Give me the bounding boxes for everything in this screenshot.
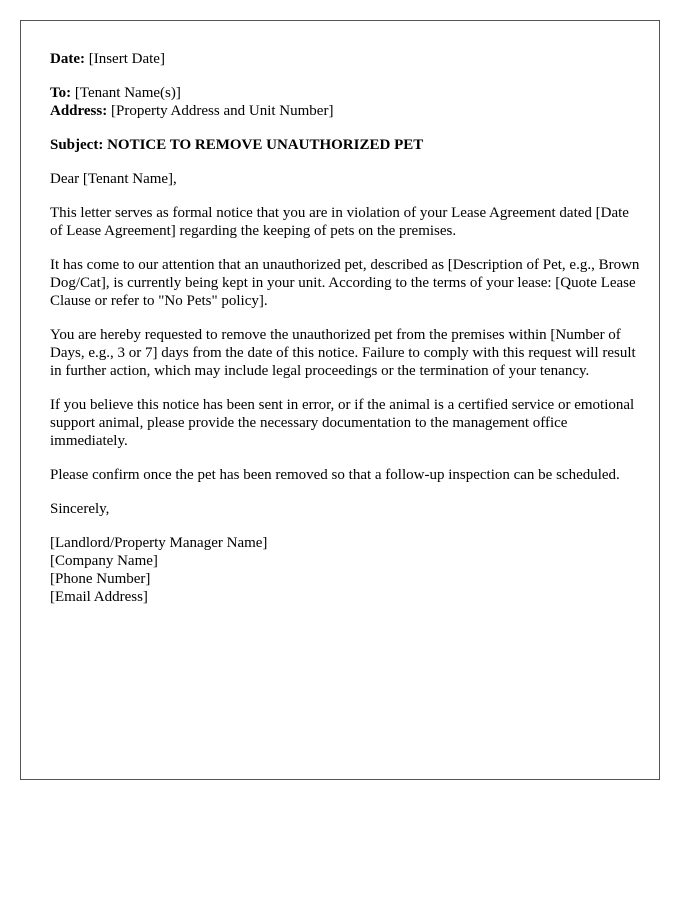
to-value: [Tenant Name(s)] (71, 85, 181, 101)
salutation: Dear [Tenant Name], (50, 171, 177, 187)
paragraph-confirmation: Please confirm once the pet has been removed so that a follow-up inspection can be scheduled. (50, 467, 620, 483)
paragraph-removal-request: You are hereby requested to remove the unauthorized pet from the premises within [Number of Days, e.g., 3 or 7] days from the date of this notice. Failure to comply with this request will result in further action, which may include legal proceedings or the termination of your tenancy. (50, 327, 636, 379)
date-line (50, 50, 640, 68)
signature-name: [Landlord/Property Manager Name] (50, 535, 268, 551)
date-label: Date: (50, 51, 85, 67)
subject-line (50, 136, 640, 154)
signature-block (50, 534, 640, 606)
paragraph-pet-description: It has come to our attention that an unauthorized pet, described as [Description of Pet, e.g., Brown Dog/Cat], is currently being kept in your unit. According to the terms of your lease: [Quote Lease Clause or refer to "No Pets" policy]. (50, 257, 640, 309)
address-value: [Property Address and Unit Number] (107, 103, 334, 119)
date-value: [Insert Date] (84, 51, 165, 67)
recipient-block (50, 84, 640, 120)
letter-page (20, 20, 660, 780)
paragraph-violation: This letter serves as formal notice that you are in violation of your Lease Agreement dated [Date of Lease Agreement] regarding the keeping of pets on the premises. (50, 205, 629, 239)
closing: Sincerely, (50, 501, 110, 517)
subject-label: Subject: (50, 137, 104, 153)
to-label: To: (50, 85, 72, 101)
signature-email: [Email Address] (50, 589, 148, 605)
to-line (50, 84, 640, 102)
address-label: Address: (50, 103, 108, 119)
paragraph-service-animal: If you believe this notice has been sent in error, or if the animal is a certified service or emotional support animal, please provide the necessary documentation to the management office immediately. (50, 397, 635, 449)
letter-body (50, 50, 640, 606)
subject-value: NOTICE TO REMOVE UNAUTHORIZED PET (103, 137, 424, 153)
signature-phone: [Phone Number] (50, 571, 151, 587)
address-line (50, 102, 640, 120)
signature-company: [Company Name] (50, 553, 158, 569)
